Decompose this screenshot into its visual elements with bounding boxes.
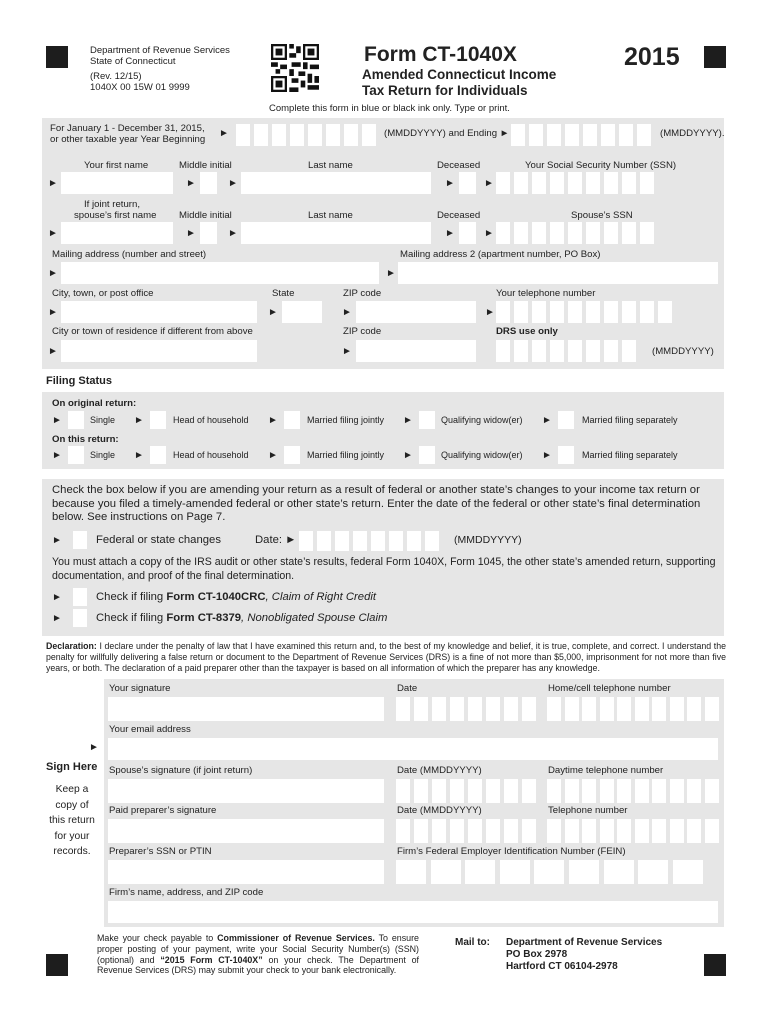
- digit-cell[interactable]: [486, 779, 500, 803]
- mailing-address2-input[interactable]: [398, 262, 718, 284]
- digit-cell[interactable]: [658, 301, 672, 323]
- mail-to-label: Mail to:: [455, 937, 490, 948]
- attach-instructions: You must attach a copy of the IRS audit or other state’s results, federal Form 1040X, Form 1045, the other state’s amended return, supporting documentation, and proof of the final determination.: [52, 556, 716, 582]
- digit-cell[interactable]: [468, 819, 482, 843]
- arrow-icon: ►: [52, 535, 62, 546]
- digit-cell[interactable]: [514, 172, 528, 194]
- qr-code-icon: [271, 44, 319, 92]
- your-signature-input[interactable]: [108, 697, 384, 721]
- fein-input[interactable]: [396, 860, 703, 884]
- mailing-address-label: Mailing address (number and street): [52, 249, 207, 260]
- keep-copy-line: for your: [54, 830, 90, 842]
- arrow-icon: ►: [403, 415, 413, 426]
- preparer-phone-label: Telephone number: [548, 805, 628, 816]
- zip2-label: ZIP code: [343, 326, 382, 337]
- federal-determination-date-field[interactable]: [299, 531, 439, 551]
- home-phone-input[interactable]: [547, 697, 719, 721]
- digit-cell[interactable]: [670, 819, 684, 843]
- this-married-filing-jointly-label: Married filing jointly: [307, 450, 385, 460]
- arrow-icon: ►: [268, 415, 278, 426]
- original-married-filing-jointly-label: Married filing jointly: [307, 415, 385, 425]
- digit-cell[interactable]: [673, 860, 703, 884]
- digit-cell[interactable]: [236, 124, 250, 146]
- arrow-icon: ►: [386, 268, 396, 279]
- drs-date-format: (MMDDYYYY): [652, 346, 714, 357]
- spouse-first-label-1: If joint return,: [84, 199, 140, 210]
- digit-cell[interactable]: [504, 779, 518, 803]
- arrow-icon: ►: [186, 178, 196, 189]
- spouse-middle-initial-input[interactable]: [200, 222, 217, 244]
- digit-cell[interactable]: [670, 779, 684, 803]
- digit-cell[interactable]: [308, 124, 322, 146]
- original-single-label: Single: [90, 415, 116, 425]
- this-single-checkbox[interactable]: [68, 446, 84, 464]
- digit-cell[interactable]: [532, 301, 546, 323]
- digit-cell[interactable]: [622, 301, 636, 323]
- this-head-of-household-checkbox[interactable]: [150, 446, 166, 464]
- digit-cell[interactable]: [532, 222, 546, 244]
- this-return-label: On this return:: [52, 434, 119, 445]
- digit-cell[interactable]: [569, 860, 599, 884]
- digit-cell[interactable]: [496, 172, 510, 194]
- spouse-ssn-label: Spouse’s SSN: [571, 210, 633, 221]
- digit-cell[interactable]: [511, 124, 525, 146]
- digit-cell[interactable]: [496, 301, 510, 323]
- digit-cell: [496, 340, 510, 362]
- digit-cell[interactable]: [565, 819, 579, 843]
- form-code: 1040X 00 15W 01 9999: [90, 82, 190, 93]
- end-date-format: (MMDDYYYY).: [660, 128, 725, 139]
- form-subtitle-line1: Amended Connecticut Income: [362, 67, 557, 82]
- digit-cell[interactable]: [514, 301, 528, 323]
- original-head-of-household-checkbox[interactable]: [150, 411, 166, 429]
- digit-cell[interactable]: [568, 301, 582, 323]
- original-married-filing-separately-label: Married filing separately: [582, 415, 678, 425]
- this-married-filing-jointly-checkbox[interactable]: [284, 446, 300, 464]
- daytime-phone-label: Daytime telephone number: [548, 765, 664, 776]
- arrow-icon: ►: [268, 450, 278, 461]
- digit-cell[interactable]: [582, 819, 596, 843]
- your-signature-label: Your signature: [109, 683, 171, 694]
- original-married-filing-separately-checkbox[interactable]: [558, 411, 574, 429]
- arrow-icon: ►: [219, 128, 229, 139]
- registration-mark-top-left: [46, 46, 68, 68]
- original-return-label: On original return:: [52, 398, 137, 409]
- mailing-address-input[interactable]: [61, 262, 379, 284]
- zip-label: ZIP code: [343, 288, 382, 299]
- ct8379-label: Check if filing Form CT-8379, Nonobligated Spouse Claim: [96, 612, 388, 624]
- arrow-icon: ►: [52, 592, 62, 603]
- digit-cell[interactable]: [299, 531, 313, 551]
- email-label: Your email address: [109, 724, 191, 735]
- telephone-input[interactable]: [496, 301, 672, 323]
- digit-cell[interactable]: [565, 697, 579, 721]
- revision: (Rev. 12/15): [90, 71, 142, 82]
- end-date-field[interactable]: [511, 124, 651, 146]
- city-input[interactable]: [61, 301, 257, 323]
- digit-cell[interactable]: [586, 301, 600, 323]
- digit-cell[interactable]: [640, 301, 654, 323]
- residence-label: City or town of residence if different from above: [52, 326, 253, 337]
- digit-cell[interactable]: [362, 124, 376, 146]
- digit-cell[interactable]: [640, 222, 654, 244]
- digit-cell[interactable]: [414, 779, 428, 803]
- digit-cell[interactable]: [600, 697, 614, 721]
- arrow-icon: ►: [186, 228, 196, 239]
- digit-cell[interactable]: [431, 860, 461, 884]
- zip-input[interactable]: [356, 301, 476, 323]
- digit-cell[interactable]: [396, 779, 410, 803]
- digit-cell[interactable]: [396, 860, 426, 884]
- spouse-signature-input[interactable]: [108, 779, 384, 803]
- digit-cell[interactable]: [486, 819, 500, 843]
- digit-cell[interactable]: [272, 124, 286, 146]
- digit-cell[interactable]: [687, 819, 701, 843]
- digit-cell: [550, 340, 564, 362]
- arrow-icon: ►: [445, 228, 455, 239]
- digit-cell[interactable]: [254, 124, 268, 146]
- keep-copy-line: records.: [53, 846, 91, 857]
- spouse-first-label-2: spouse’s first name: [74, 210, 157, 221]
- digit-cell[interactable]: [504, 697, 518, 721]
- digit-cell[interactable]: [550, 222, 564, 244]
- digit-cell[interactable]: [635, 779, 649, 803]
- digit-cell[interactable]: [635, 819, 649, 843]
- digit-cell[interactable]: [344, 124, 358, 146]
- digit-cell[interactable]: [396, 697, 410, 721]
- mail-address-line1: Department of Revenue Services: [506, 937, 663, 948]
- this-head-of-household-label: Head of household: [173, 450, 249, 460]
- city-label: City, town, or post office: [52, 288, 154, 299]
- digit-cell[interactable]: [450, 819, 464, 843]
- deceased-label: Deceased: [437, 160, 481, 171]
- this-qualifying-widow-label: Qualifying widow(er): [441, 450, 523, 460]
- ct1040crc-checkbox[interactable]: [73, 588, 87, 606]
- digit-cell[interactable]: [522, 819, 536, 843]
- digit-cell[interactable]: [407, 531, 421, 551]
- arrow-icon: ►: [48, 228, 58, 239]
- ct8379-checkbox[interactable]: [73, 609, 87, 627]
- arrow-icon: ►: [52, 450, 62, 461]
- arrow-icon: ►: [342, 346, 352, 357]
- original-single-checkbox[interactable]: [68, 411, 84, 429]
- this-married-filing-separately-checkbox[interactable]: [558, 446, 574, 464]
- digit-cell[interactable]: [565, 779, 579, 803]
- arrow-icon: ►: [445, 178, 455, 189]
- dept-name: Department of Revenue Services: [90, 45, 230, 56]
- registration-mark-bottom-left: [46, 954, 68, 976]
- digit-cell[interactable]: [371, 531, 385, 551]
- preparer-ssn-label: Preparer’s SSN or PTIN: [109, 846, 212, 857]
- original-head-of-household-label: Head of household: [173, 415, 249, 425]
- digit-cell[interactable]: [586, 172, 600, 194]
- digit-cell[interactable]: [583, 124, 597, 146]
- arrow-icon: ►: [48, 178, 58, 189]
- keep-copy-line: copy of: [55, 799, 89, 811]
- digit-cell[interactable]: [565, 124, 579, 146]
- original-qualifying-widow-label: Qualifying widow(er): [441, 415, 523, 425]
- digit-cell[interactable]: [414, 819, 428, 843]
- preparer-signature-input[interactable]: [108, 819, 384, 843]
- arrow-icon: ►: [542, 450, 552, 461]
- digit-cell[interactable]: [335, 531, 349, 551]
- signature-date-field[interactable]: [396, 697, 536, 721]
- preparer-ssn-input[interactable]: [108, 860, 384, 884]
- middle-initial-label: Middle initial: [179, 160, 232, 171]
- digit-cell[interactable]: [522, 779, 536, 803]
- spouse-first-name-input[interactable]: [61, 222, 173, 244]
- spouse-deceased-label: Deceased: [437, 210, 481, 221]
- digit-cell: [532, 340, 546, 362]
- period-label-1: For January 1 - December 31, 2015,: [50, 123, 205, 134]
- digit-cell[interactable]: [547, 779, 561, 803]
- digit-cell: [622, 340, 636, 362]
- arrow-icon: ►: [542, 415, 552, 426]
- registration-mark-top-right: [704, 46, 726, 68]
- digit-cell[interactable]: [326, 124, 340, 146]
- amend-instructions: Check the box below if you are amending your return as a result of federal or another state’s changes to your income tax return or because you filed a timely-amended federal or other state’s return. Enter the date of the federal or other state’s final determination below. See instructions on Page 7.: [52, 484, 701, 523]
- digit-cell[interactable]: [550, 172, 564, 194]
- digit-cell[interactable]: [705, 819, 719, 843]
- email-input[interactable]: [108, 738, 718, 760]
- digit-cell: [514, 340, 528, 362]
- digit-cell[interactable]: [389, 531, 403, 551]
- digit-cell[interactable]: [601, 124, 615, 146]
- begin-date-field[interactable]: [236, 124, 376, 146]
- spouse-signature-label: Spouse’s signature (if joint return): [109, 765, 253, 776]
- mail-address-line2: PO Box 2978: [506, 949, 568, 960]
- digit-cell[interactable]: [687, 779, 701, 803]
- digit-cell[interactable]: [450, 697, 464, 721]
- digit-cell[interactable]: [568, 172, 582, 194]
- digit-cell[interactable]: [432, 779, 446, 803]
- arrow-icon: ►: [48, 268, 58, 279]
- digit-cell[interactable]: [432, 697, 446, 721]
- digit-cell[interactable]: [604, 222, 618, 244]
- arrow-icon: ►: [484, 178, 494, 189]
- digit-cell[interactable]: [529, 124, 543, 146]
- payment-instructions: Make your check payable to Commissioner of Revenue Services. To ensure proper posting of your payment, write your Social Security Number(s) (SSN) (optional) and “2015 Form CT-1040X” on your check. The Department of Revenue Services (DRS) may submit your check to your bank electronically.: [97, 933, 419, 976]
- digit-cell: [568, 340, 582, 362]
- last-name-label: Last name: [308, 160, 353, 171]
- digit-cell[interactable]: [534, 860, 564, 884]
- digit-cell[interactable]: [450, 779, 464, 803]
- federal-changes-label: Federal or state changes: [96, 534, 221, 546]
- arrow-icon: ►: [48, 307, 58, 318]
- digit-cell[interactable]: [532, 172, 546, 194]
- arrow-icon: ►: [228, 178, 238, 189]
- spouse-middle-label: Middle initial: [179, 210, 232, 221]
- digit-cell[interactable]: [604, 301, 618, 323]
- drs-use-only-label: DRS use only: [496, 326, 558, 337]
- federal-date-format: (MMDDYYYY): [454, 534, 522, 546]
- first-name-input[interactable]: [61, 172, 173, 194]
- this-married-filing-separately-label: Married filing separately: [582, 450, 678, 460]
- and-ending-label: (MMDDYYYY) and Ending ►: [384, 128, 510, 139]
- form-title: Form CT-1040X: [364, 43, 517, 66]
- digit-cell[interactable]: [617, 779, 631, 803]
- spouse-signature-date-field[interactable]: [396, 779, 536, 803]
- digit-cell[interactable]: [353, 531, 367, 551]
- arrow-icon: ►: [134, 415, 144, 426]
- spouse-ssn-input[interactable]: [496, 222, 654, 244]
- arrow-icon: ►: [134, 450, 144, 461]
- arrow-icon: ►: [484, 228, 494, 239]
- digit-cell[interactable]: [640, 172, 654, 194]
- arrow-icon: ►: [342, 307, 352, 318]
- ssn-label: Your Social Security Number (SSN): [525, 160, 677, 171]
- home-phone-label: Home/cell telephone number: [548, 683, 671, 694]
- digit-cell[interactable]: [425, 531, 439, 551]
- digit-cell[interactable]: [600, 819, 614, 843]
- preparer-signature-label: Paid preparer’s signature: [109, 805, 217, 816]
- original-qualifying-widow-checkbox[interactable]: [419, 411, 435, 429]
- federal-changes-checkbox[interactable]: [73, 531, 87, 549]
- keep-copy-line: this return: [49, 815, 95, 826]
- declaration-text: Declaration: I declare under the penalty of law that I have examined this return and, to the best of my knowledge and belief, it is true, complete, and correct. I understand the penalty for willfully delivering a false return or document to the Department of Revenue Services (DRS) is a fine of not more than $5,000, imprisonment for not more than five years, or both. The declaration of a paid preparer other than the taxpayer is based on all information of which the preparer has any knowledge.: [46, 641, 726, 673]
- digit-cell[interactable]: [622, 222, 636, 244]
- digit-cell[interactable]: [432, 819, 446, 843]
- this-single-label: Single: [90, 450, 116, 460]
- digit-cell[interactable]: [550, 301, 564, 323]
- digit-cell[interactable]: [468, 697, 482, 721]
- digit-cell[interactable]: [637, 124, 651, 146]
- digit-cell[interactable]: [638, 860, 668, 884]
- digit-cell[interactable]: [496, 222, 510, 244]
- digit-cell[interactable]: [622, 172, 636, 194]
- digit-cell[interactable]: [705, 779, 719, 803]
- digit-cell[interactable]: [465, 860, 495, 884]
- arrow-icon: ►: [48, 346, 58, 357]
- digit-cell[interactable]: [290, 124, 304, 146]
- preparer-date-field[interactable]: [396, 819, 536, 843]
- this-qualifying-widow-checkbox[interactable]: [419, 446, 435, 464]
- spouse-date-label: Date (MMDDYYYY): [397, 765, 482, 776]
- digit-cell[interactable]: [547, 124, 561, 146]
- fein-label: Firm’s Federal Employer Identification Number (FEIN): [397, 846, 626, 857]
- digit-cell[interactable]: [600, 779, 614, 803]
- mail-address-line3: Hartford CT 06104-2978: [506, 961, 618, 972]
- digit-cell[interactable]: [617, 819, 631, 843]
- digit-cell[interactable]: [617, 697, 631, 721]
- zip2-input[interactable]: [356, 340, 476, 362]
- ct1040crc-label: Check if filing Form CT-1040CRC, Claim of Right Credit: [96, 591, 377, 603]
- last-name-input[interactable]: [241, 172, 431, 194]
- filing-status-title: Filing Status: [46, 375, 112, 387]
- digit-cell[interactable]: [604, 172, 618, 194]
- preparer-date-label: Date (MMDDYYYY): [397, 805, 482, 816]
- firm-input[interactable]: [108, 901, 718, 923]
- spouse-last-name-input[interactable]: [241, 222, 431, 244]
- digit-cell[interactable]: [504, 819, 518, 843]
- digit-cell[interactable]: [604, 860, 634, 884]
- ssn-input[interactable]: [496, 172, 654, 194]
- registration-mark-bottom-right: [704, 954, 726, 976]
- arrow-icon: ►: [52, 415, 62, 426]
- digit-cell[interactable]: [396, 819, 410, 843]
- arrow-icon: ►: [228, 228, 238, 239]
- arrow-icon: ►: [403, 450, 413, 461]
- drs-date-field: [496, 340, 636, 362]
- first-name-label: Your first name: [84, 160, 149, 171]
- digit-cell[interactable]: [547, 819, 561, 843]
- digit-cell[interactable]: [652, 697, 666, 721]
- telephone-label: Your telephone number: [496, 288, 596, 299]
- sign-here-label: Sign Here: [46, 761, 98, 773]
- digit-cell[interactable]: [635, 697, 649, 721]
- digit-cell[interactable]: [414, 697, 428, 721]
- digit-cell[interactable]: [468, 779, 482, 803]
- form-subtitle-line2: Tax Return for Individuals: [362, 83, 528, 98]
- digit-cell[interactable]: [514, 222, 528, 244]
- middle-initial-input[interactable]: [200, 172, 217, 194]
- state-input[interactable]: [282, 301, 322, 323]
- digit-cell[interactable]: [317, 531, 331, 551]
- digit-cell[interactable]: [500, 860, 530, 884]
- arrow-icon: ►: [52, 613, 62, 624]
- digit-cell: [604, 340, 618, 362]
- digit-cell[interactable]: [486, 697, 500, 721]
- digit-cell[interactable]: [522, 697, 536, 721]
- digit-cell[interactable]: [687, 697, 701, 721]
- digit-cell[interactable]: [568, 222, 582, 244]
- spouse-last-label: Last name: [308, 210, 353, 221]
- ink-instruction: Complete this form in blue or black ink only. Type or print.: [269, 103, 510, 114]
- digit-cell: [586, 340, 600, 362]
- original-married-filing-jointly-checkbox[interactable]: [284, 411, 300, 429]
- digit-cell[interactable]: [652, 779, 666, 803]
- daytime-phone-input[interactable]: [547, 779, 719, 803]
- arrow-icon: ►: [268, 307, 278, 318]
- digit-cell[interactable]: [582, 697, 596, 721]
- tax-year: 2015: [624, 43, 680, 71]
- preparer-phone-input[interactable]: [547, 819, 719, 843]
- arrow-icon: ►: [485, 307, 495, 318]
- digit-cell[interactable]: [586, 222, 600, 244]
- firm-label: Firm’s name, address, and ZIP code: [109, 887, 264, 898]
- digit-cell[interactable]: [582, 779, 596, 803]
- date-label: Date: ►: [255, 534, 297, 546]
- digit-cell[interactable]: [652, 819, 666, 843]
- period-label-2: or other taxable year Year Beginning: [50, 134, 206, 145]
- state-name: State of Connecticut: [90, 56, 176, 67]
- keep-copy-note: [46, 782, 98, 860]
- spouse-deceased-checkbox[interactable]: [459, 222, 476, 244]
- arrow-icon: ►: [89, 742, 99, 753]
- residence-input[interactable]: [61, 340, 257, 362]
- deceased-checkbox[interactable]: [459, 172, 476, 194]
- digit-cell[interactable]: [670, 697, 684, 721]
- digit-cell[interactable]: [705, 697, 719, 721]
- digit-cell[interactable]: [619, 124, 633, 146]
- keep-copy-line: Keep a: [55, 784, 89, 795]
- state-label: State: [272, 288, 295, 299]
- mailing-address2-label: Mailing address 2 (apartment number, PO Box): [400, 249, 601, 260]
- sig-date-label: Date: [397, 683, 418, 694]
- digit-cell[interactable]: [547, 697, 561, 721]
